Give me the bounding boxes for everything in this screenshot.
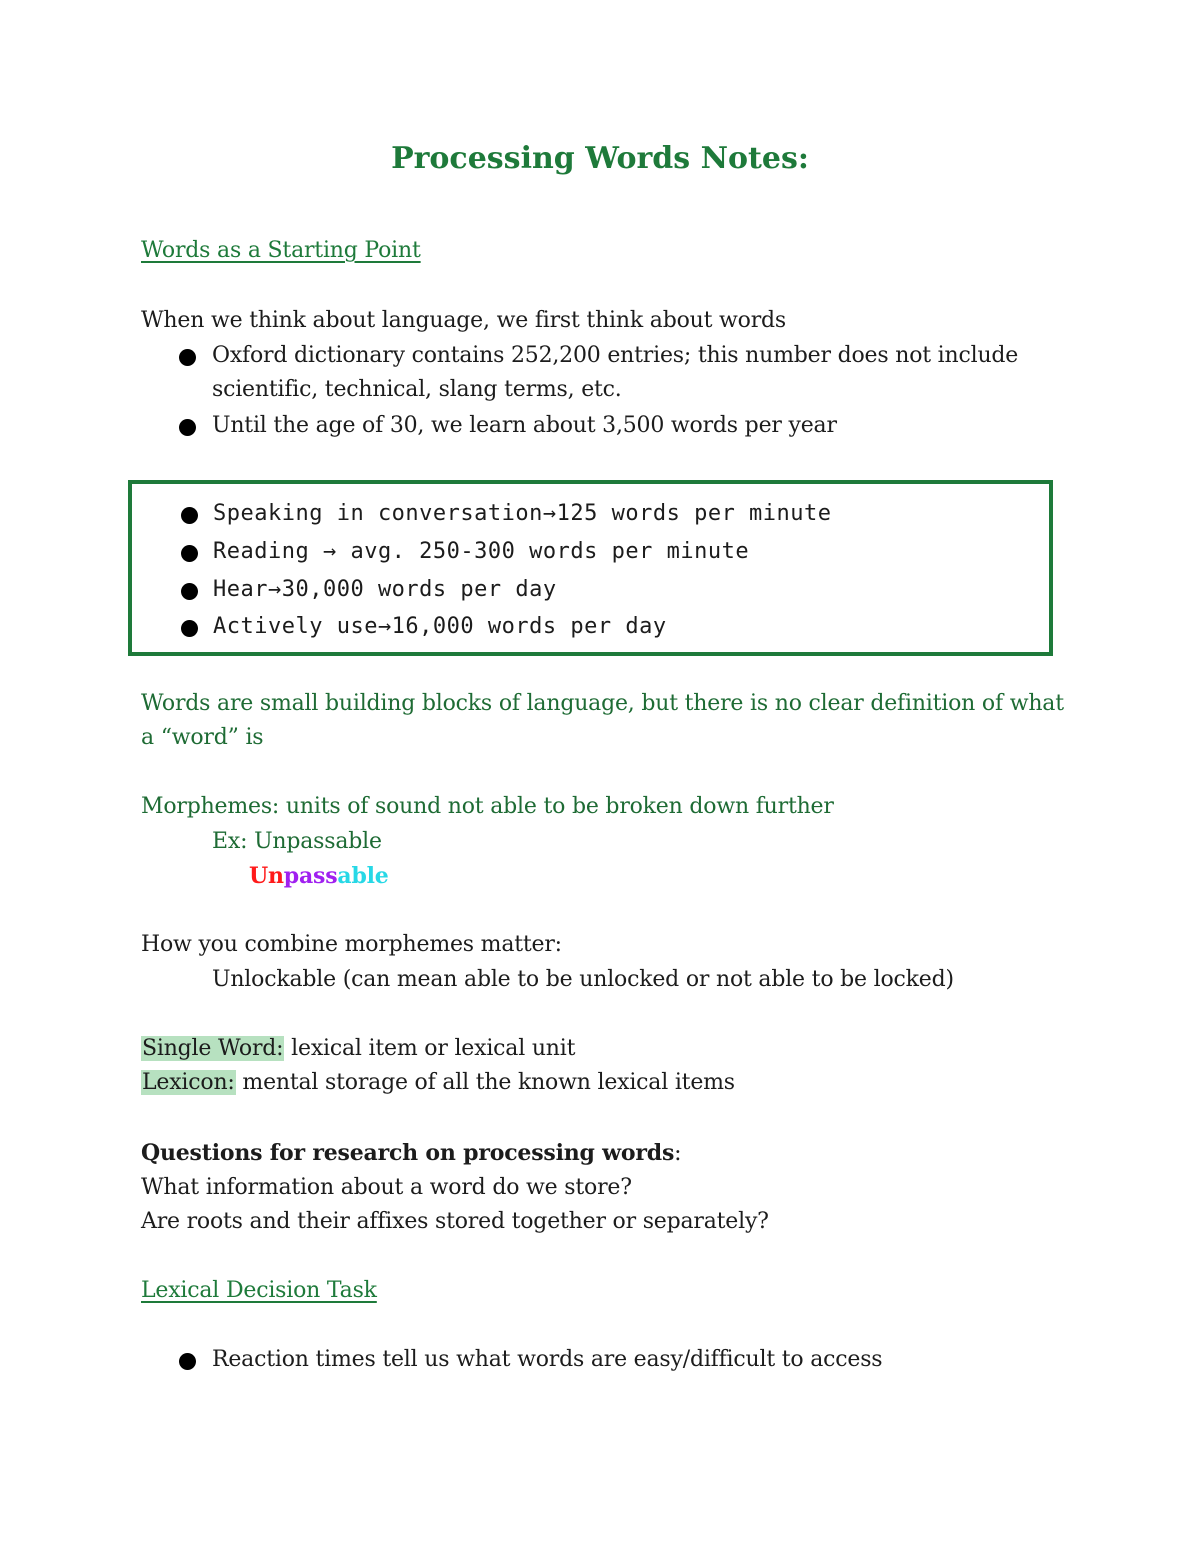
section-heading-lexical-decision-task[interactable] (141, 1274, 377, 1308)
bullet-icon (181, 583, 198, 600)
section-heading-link[interactable]: Lexical Decision Task (141, 1278, 377, 1303)
morphemes-example: Ex: Unpassable (212, 829, 382, 854)
bullet-icon (181, 507, 198, 524)
question-2: Are roots and their affixes stored together or separately? (141, 1209, 769, 1234)
morpheme-prefix: Un (249, 863, 284, 889)
combine-heading: How you combine morphemes matter: (141, 932, 562, 957)
stats-box (128, 480, 1053, 656)
list-item-text: Speaking in conversation→125 words per minute (213, 501, 832, 526)
term-highlight: Lexicon: (142, 1070, 235, 1095)
morpheme-breakdown (249, 859, 389, 894)
questions-heading-bold: Questions for research on processing words (141, 1140, 675, 1166)
list-item-text: scientific, technical, slang terms, etc. (212, 377, 622, 402)
questions-heading (141, 1136, 681, 1171)
term-definition: mental storage of all the known lexical items (235, 1070, 735, 1095)
intro-text: When we think about language, we first think about words (141, 308, 786, 333)
bullet-icon (181, 545, 198, 562)
section-heading-words-starting-point[interactable] (141, 234, 421, 268)
morpheme-suffix: able (337, 863, 389, 889)
section-heading-link[interactable]: Words as a Starting Point (141, 238, 421, 263)
term-lexicon (141, 1066, 735, 1100)
list-item-text: Reading → avg. 250-300 words per minute (213, 539, 750, 564)
list-item-text: Actively use→16,000 words per day (213, 614, 667, 639)
word-definition-line-2: a “word” is (141, 725, 264, 750)
list-item-text: Hear→30,000 words per day (213, 577, 557, 602)
list-item-text: Reaction times tell us what words are easy/difficult to access (212, 1347, 883, 1372)
bullet-icon (181, 620, 198, 637)
questions-heading-colon: : (674, 1141, 682, 1166)
bullet-icon (179, 419, 196, 436)
list-item-text: Oxford dictionary contains 252,200 entries; this number does not include (212, 343, 1019, 368)
morpheme-root: pass (283, 863, 338, 889)
combine-example: Unlockable (can mean able to be unlocked or not able to be locked) (212, 967, 954, 992)
question-1: What information about a word do we store? (141, 1175, 632, 1200)
bullet-icon (179, 349, 196, 366)
term-highlight: Single Word: (142, 1036, 284, 1061)
morphemes-definition: Morphemes: units of sound not able to be broken down further (141, 794, 834, 819)
list-item-text: Until the age of 30, we learn about 3,500 words per year (212, 413, 837, 438)
bullet-icon (179, 1353, 196, 1370)
page-title: Processing Words Notes: (391, 141, 809, 176)
term-definition: lexical item or lexical unit (284, 1036, 576, 1061)
term-single-word (141, 1032, 575, 1066)
word-definition-line-1: Words are small building blocks of language, but there is no clear definition of what (141, 691, 1064, 716)
